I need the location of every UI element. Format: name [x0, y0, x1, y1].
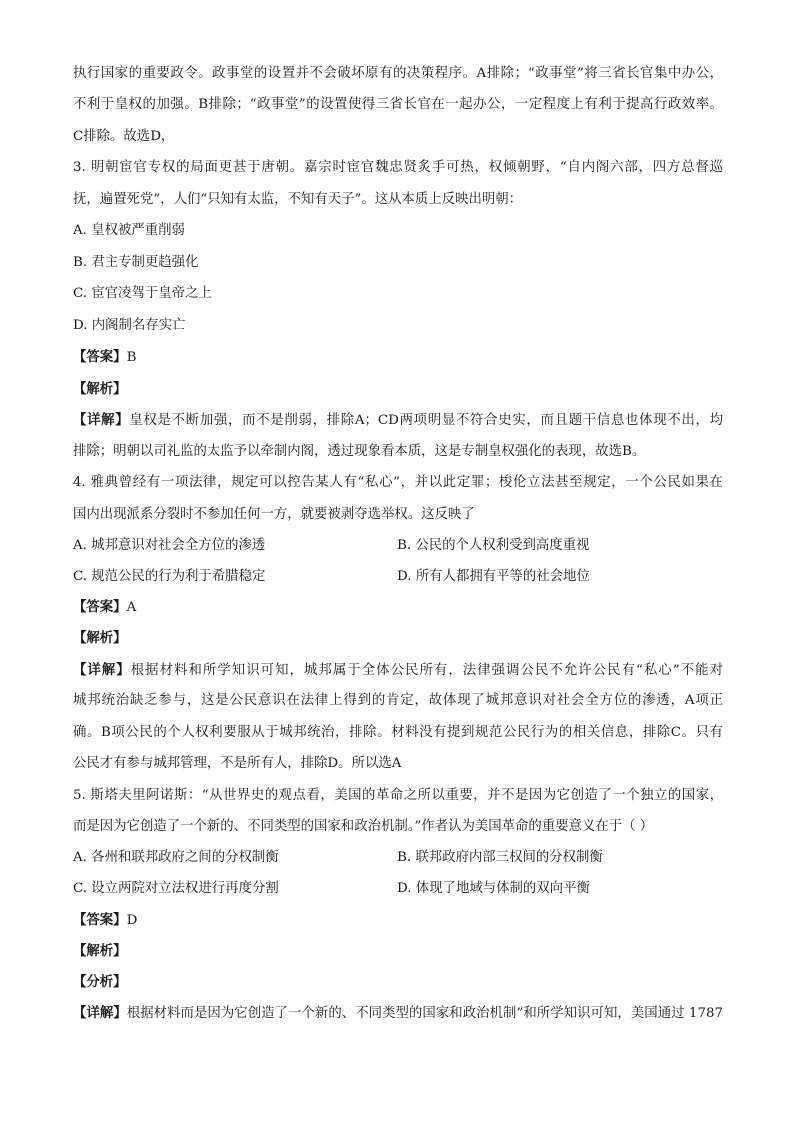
q5-answer [73, 911, 137, 930]
detail-tag: 【详解】 [73, 1005, 127, 1021]
q5-option-c: C. 设立两院对立法权进行再度分割 [73, 881, 279, 896]
q3-detail-text-1: 皇权是不断加强，而不是削弱，排除A；CD两项明显不符合史实，而且题干信息也体现不出，均 [129, 413, 723, 428]
q5-option-a: A. 各州和联邦政府之间的分权制衡 [73, 850, 279, 865]
q3-detail-line-1 [73, 411, 723, 430]
q4-option-b: B. 公民的个人权利受到高度重视 [397, 538, 590, 553]
q4-detail-line-1 [73, 661, 723, 680]
q3-detail-line-2: 排除；明朝以司礼监的太监予以牵制内阁，透过现象看本质，这是专制皇权强化的表现，故选B。 [73, 444, 646, 459]
q3-stem-line-2: 抚，遍置死党”，人们“只知有太监，不知有天子”。这从本质上反映出明朝： [73, 192, 523, 207]
q4-stem-line-2: 国内出现派系分裂时不参加任何一方，就要被剥夺选举权。这反映了 [73, 507, 475, 522]
prev-analysis-line-2: 不利于皇权的加强。B排除；“政事堂”的设置使得三省长官在一起办公，一定程度上有利于提高行政效率。 [73, 97, 723, 112]
answer-tag: 【答案】 [73, 349, 127, 365]
q3-option-b: B. 君主专制更趋强化 [73, 255, 199, 270]
detail-tag: 【详解】 [73, 412, 130, 428]
q5-option-b: B. 联邦政府内部三权间的分权制衡 [397, 850, 603, 865]
detail-tag: 【详解】 [73, 662, 131, 678]
q4-detail-text-1: 根据材料和所学知识可知，城邦属于全体公民所有，法律强调公民不允许公民有“私心”不能对 [130, 663, 723, 678]
q4-option-a: A. 城邦意识对社会全方位的渗透 [73, 538, 266, 553]
q4-detail-line-4: 公民才有参与城邦管理，不是所有人，排除D。所以选A [73, 756, 402, 771]
answer-value: B [126, 350, 137, 365]
q3-option-a: A. 皇权被严重削弱 [73, 223, 185, 238]
analysis-tag: 【解析】 [73, 943, 127, 959]
q4-option-c: C. 规范公民的行为利于希腊稳定 [73, 569, 266, 584]
q3-answer [73, 348, 136, 367]
fenxi-tag: 【分析】 [73, 974, 127, 990]
q3-analysis-heading [73, 380, 127, 399]
q5-option-d: D. 体现了地域与体制的双向平衡 [397, 881, 590, 896]
prev-analysis-line-3: C排除。故选D， [73, 129, 175, 144]
answer-value: A [126, 600, 137, 615]
q5-fenxi-heading [73, 973, 127, 992]
q4-detail-line-3: 确。B项公民的个人权利要服从于城邦统治，排除。材料没有提到规范公民行为的相关信息，排除C。只有 [73, 725, 723, 740]
q5-detail-line-1 [73, 1004, 723, 1023]
prev-analysis-line-1: 执行国家的重要政令。政事堂的设置并不会破坏原有的决策程序。A排除；“政事堂”将三省长官集中办公， [73, 66, 723, 81]
q4-detail-line-2: 城邦统治缺乏参与，这是公民意识在法律上得到的肯定，故体现了城邦意识对社会全方位的渗透，A项正 [73, 693, 723, 708]
analysis-tag: 【解析】 [73, 381, 127, 397]
q4-analysis-heading [73, 629, 127, 648]
analysis-tag: 【解析】 [73, 630, 127, 646]
answer-tag: 【答案】 [73, 599, 127, 615]
q5-stem-line-2: 而是因为它创造了一个新的、不同类型的国家和政治机制。”作者认为美国革命的重要意义在于（ ） [73, 819, 654, 834]
q4-option-d: D. 所有人都拥有平等的社会地位 [397, 569, 590, 584]
q4-answer [73, 598, 136, 617]
q3-option-d: D. 内阁制名存实亡 [73, 318, 186, 333]
q3-stem-line-1: 3. 明朝宦官专权的局面更甚于唐朝。嘉宗时宦官魏忠贤炙手可热，权倾朝野，“自内阁六部，四方总督巡 [73, 160, 723, 175]
q5-analysis-heading [73, 942, 127, 961]
q5-stem-line-1: 5. 斯塔夫里阿诺斯：“从世界史的观点看，美国的革命之所以重要，并不是因为它创造了一个独立的国家， [73, 788, 723, 803]
answer-tag: 【答案】 [73, 912, 127, 928]
answer-value: D [126, 913, 138, 928]
q3-option-c: C. 宦官凌驾于皇帝之上 [73, 286, 212, 301]
q5-detail-text-1: 根据材料而是因为它创造了一个新的、不同类型的国家和政治机制”和所学知识可知，美国通过 1787 [126, 1006, 723, 1021]
q4-stem-line-1: 4. 雅典曾经有一项法律，规定可以控告某人有“私心”，并以此定罪；梭伦立法甚至规定，一个公民如果在 [73, 475, 723, 490]
